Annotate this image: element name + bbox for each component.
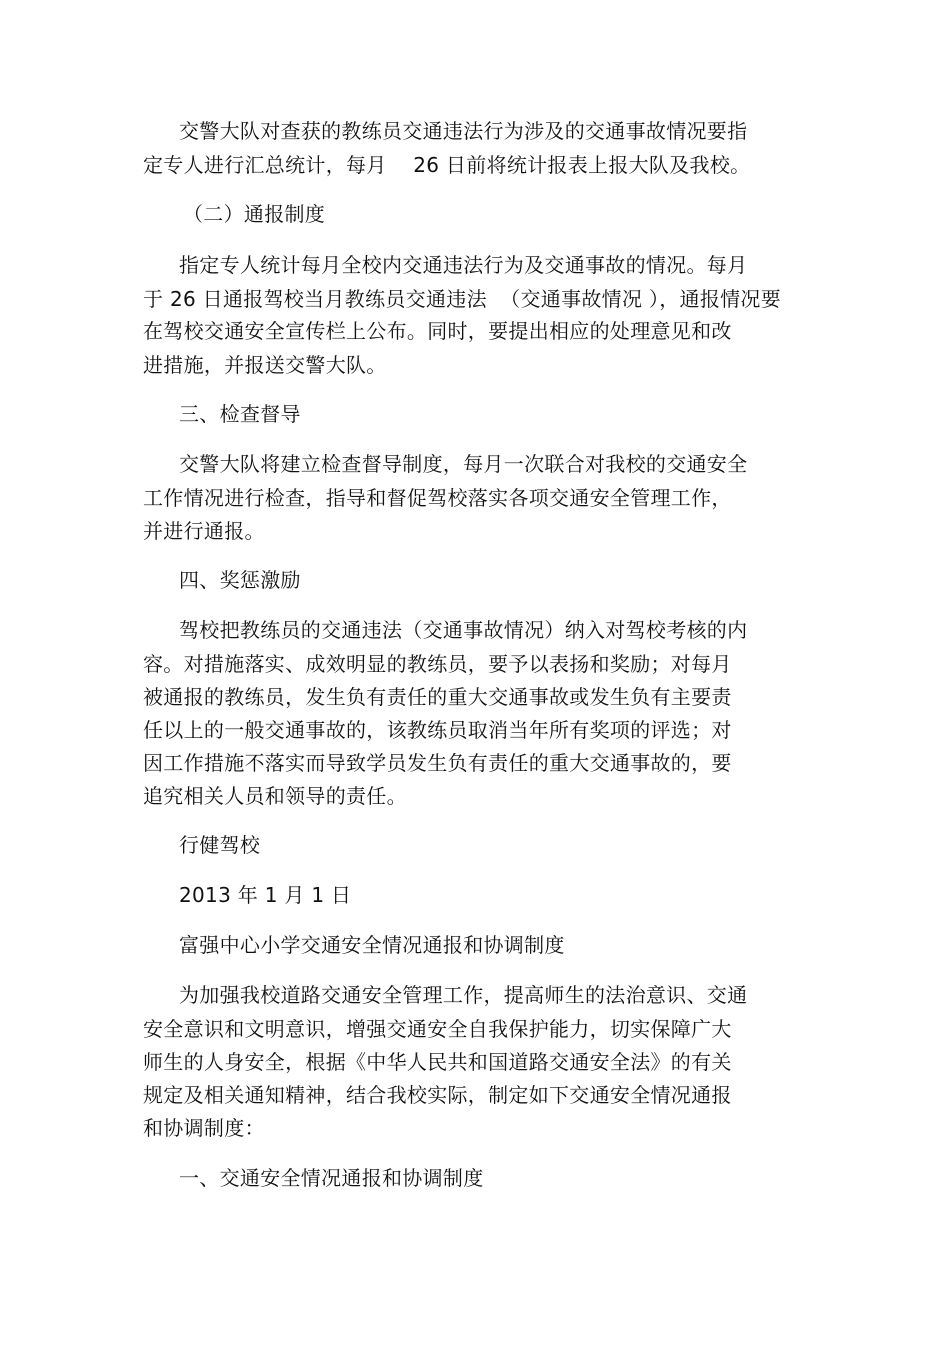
section-heading: 四、奖惩激励 [179, 568, 301, 592]
paragraph-line: 进措施，并报送交警大队。 [143, 353, 387, 377]
paragraph-line: 被通报的教练员，发生负有责任的重大交通事故或发生负有主要责 [143, 685, 732, 709]
paragraph-line: 交警大队对查获的教练员交通违法行为涉及的交通事故情况要指 [179, 119, 748, 143]
paragraph-line: 交警大队将建立检查督导制度，每月一次联合对我校的交通安全 [179, 452, 748, 476]
paragraph-line: 容。对措施落实、成效明显的教练员，要予以表扬和奖励；对每月 [143, 652, 732, 676]
paragraph-line: 在驾校交通安全宣传栏上公布。同时，要提出相应的处理意见和改 [143, 319, 732, 343]
paragraph-line: 为加强我校道路交通安全管理工作，提高师生的法治意识、交通 [179, 983, 748, 1007]
paragraph-line: 指定专人统计每月全校内交通违法行为及交通事故的情况。每月 [179, 253, 748, 277]
paragraph-line: 和协调制度： [143, 1116, 265, 1140]
paragraph-line: 规定及相关通知精神，结合我校实际，制定如下交通安全情况通报 [143, 1083, 732, 1107]
section-heading: （二）通报制度 [183, 202, 326, 226]
document-title: 富强中心小学交通安全情况通报和协调制度 [179, 933, 565, 957]
section-heading: 一、交通安全情况通报和协调制度 [179, 1166, 484, 1190]
paragraph-line: 工作情况进行检查，指导和督促驾校落实各项交通安全管理工作， [143, 486, 732, 510]
signature-date: 2013 年 1 月 1 日 [179, 883, 352, 907]
paragraph-line: 安全意识和文明意识，增强交通安全自我保护能力，切实保障广大 [143, 1017, 732, 1041]
section-heading: 三、检查督导 [179, 402, 301, 426]
paragraph-line: 于 26 日通报驾校当月教练员交通违法 （交通事故情况 ），通报情况要 [143, 287, 782, 311]
paragraph-line: 驾校把教练员的交通违法（交通事故情况）纳入对驾校考核的内 [179, 618, 748, 642]
paragraph-line: 师生的人身安全，根据《中华人民共和国道路交通安全法》的有关 [143, 1050, 732, 1074]
paragraph-line: 追究相关人员和领导的责任。 [143, 784, 407, 808]
paragraph-line: 任以上的一般交通事故的，该教练员取消当年所有奖项的评选；对 [143, 718, 732, 742]
paragraph-line: 因工作措施不落实而导致学员发生负有责任的重大交通事故的，要 [143, 751, 732, 775]
paragraph-line: 并进行通报。 [143, 519, 265, 543]
paragraph-line: 定专人进行汇总统计，每月 26 日前将统计报表上报大队及我校。 [143, 153, 751, 177]
signature-organization: 行健驾校 [179, 833, 261, 857]
